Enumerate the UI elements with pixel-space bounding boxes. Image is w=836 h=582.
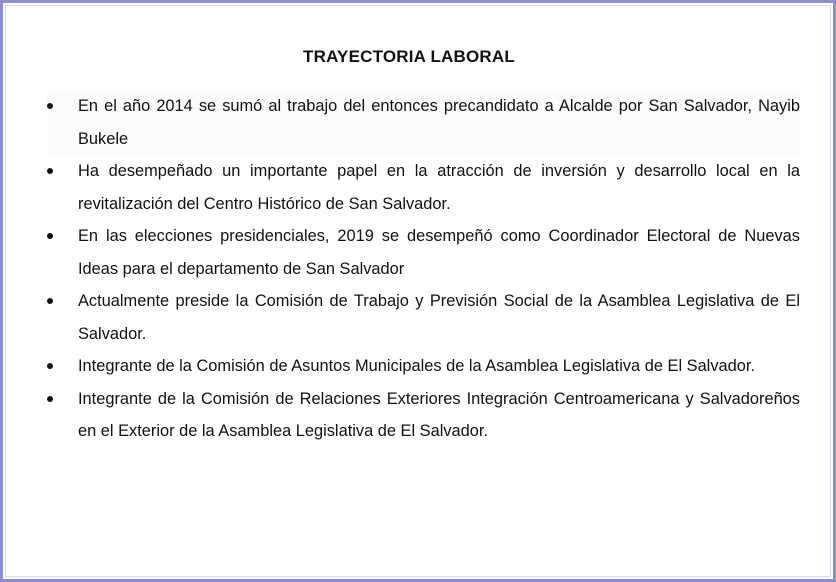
bullet-icon: [47, 298, 53, 304]
list-item-text: Ha desempeñado un importante papel en la atracción de inversión y desarrollo local en la revitalización del Centro Histórico de San Salvador.: [78, 162, 800, 213]
list-item: [47, 155, 800, 220]
bullet-icon: [47, 168, 53, 174]
bullet-icon: [47, 233, 53, 239]
list-item-text: Integrante de la Comisión de Relaciones Exteriores Integración Centroamericana y Salvadoreños en el Exterior de la Asamblea Legislativa de El Salvador.: [78, 389, 800, 440]
list-item: [47, 90, 800, 155]
bullet-icon: [47, 363, 53, 369]
bullet-icon: [47, 103, 53, 109]
list-item-text: Actualmente preside la Comisión de Trabajo y Previsión Social de la Asamblea Legislativa de El Salvador.: [78, 292, 800, 343]
document-title: TRAYECTORIA LABORAL: [303, 47, 515, 66]
list-item: [47, 285, 800, 350]
list-item-text: En el año 2014 se sumó al trabajo del entonces precandidato a Alcalde por San Salvador, Nayib Bukele: [78, 97, 800, 148]
list-item-text: En las elecciones presidenciales, 2019 se desempeñó como Coordinador Electoral de Nuevas Ideas para el departamento de San Salvador: [78, 227, 800, 278]
list-item: [47, 350, 800, 383]
list-item: [47, 383, 800, 448]
list-item: [47, 220, 800, 285]
career-list: [47, 90, 800, 448]
list-item-text: Integrante de la Comisión de Asuntos Municipales de la Asamblea Legislativa de El Salvador.: [78, 357, 755, 375]
bullet-icon: [47, 396, 53, 402]
